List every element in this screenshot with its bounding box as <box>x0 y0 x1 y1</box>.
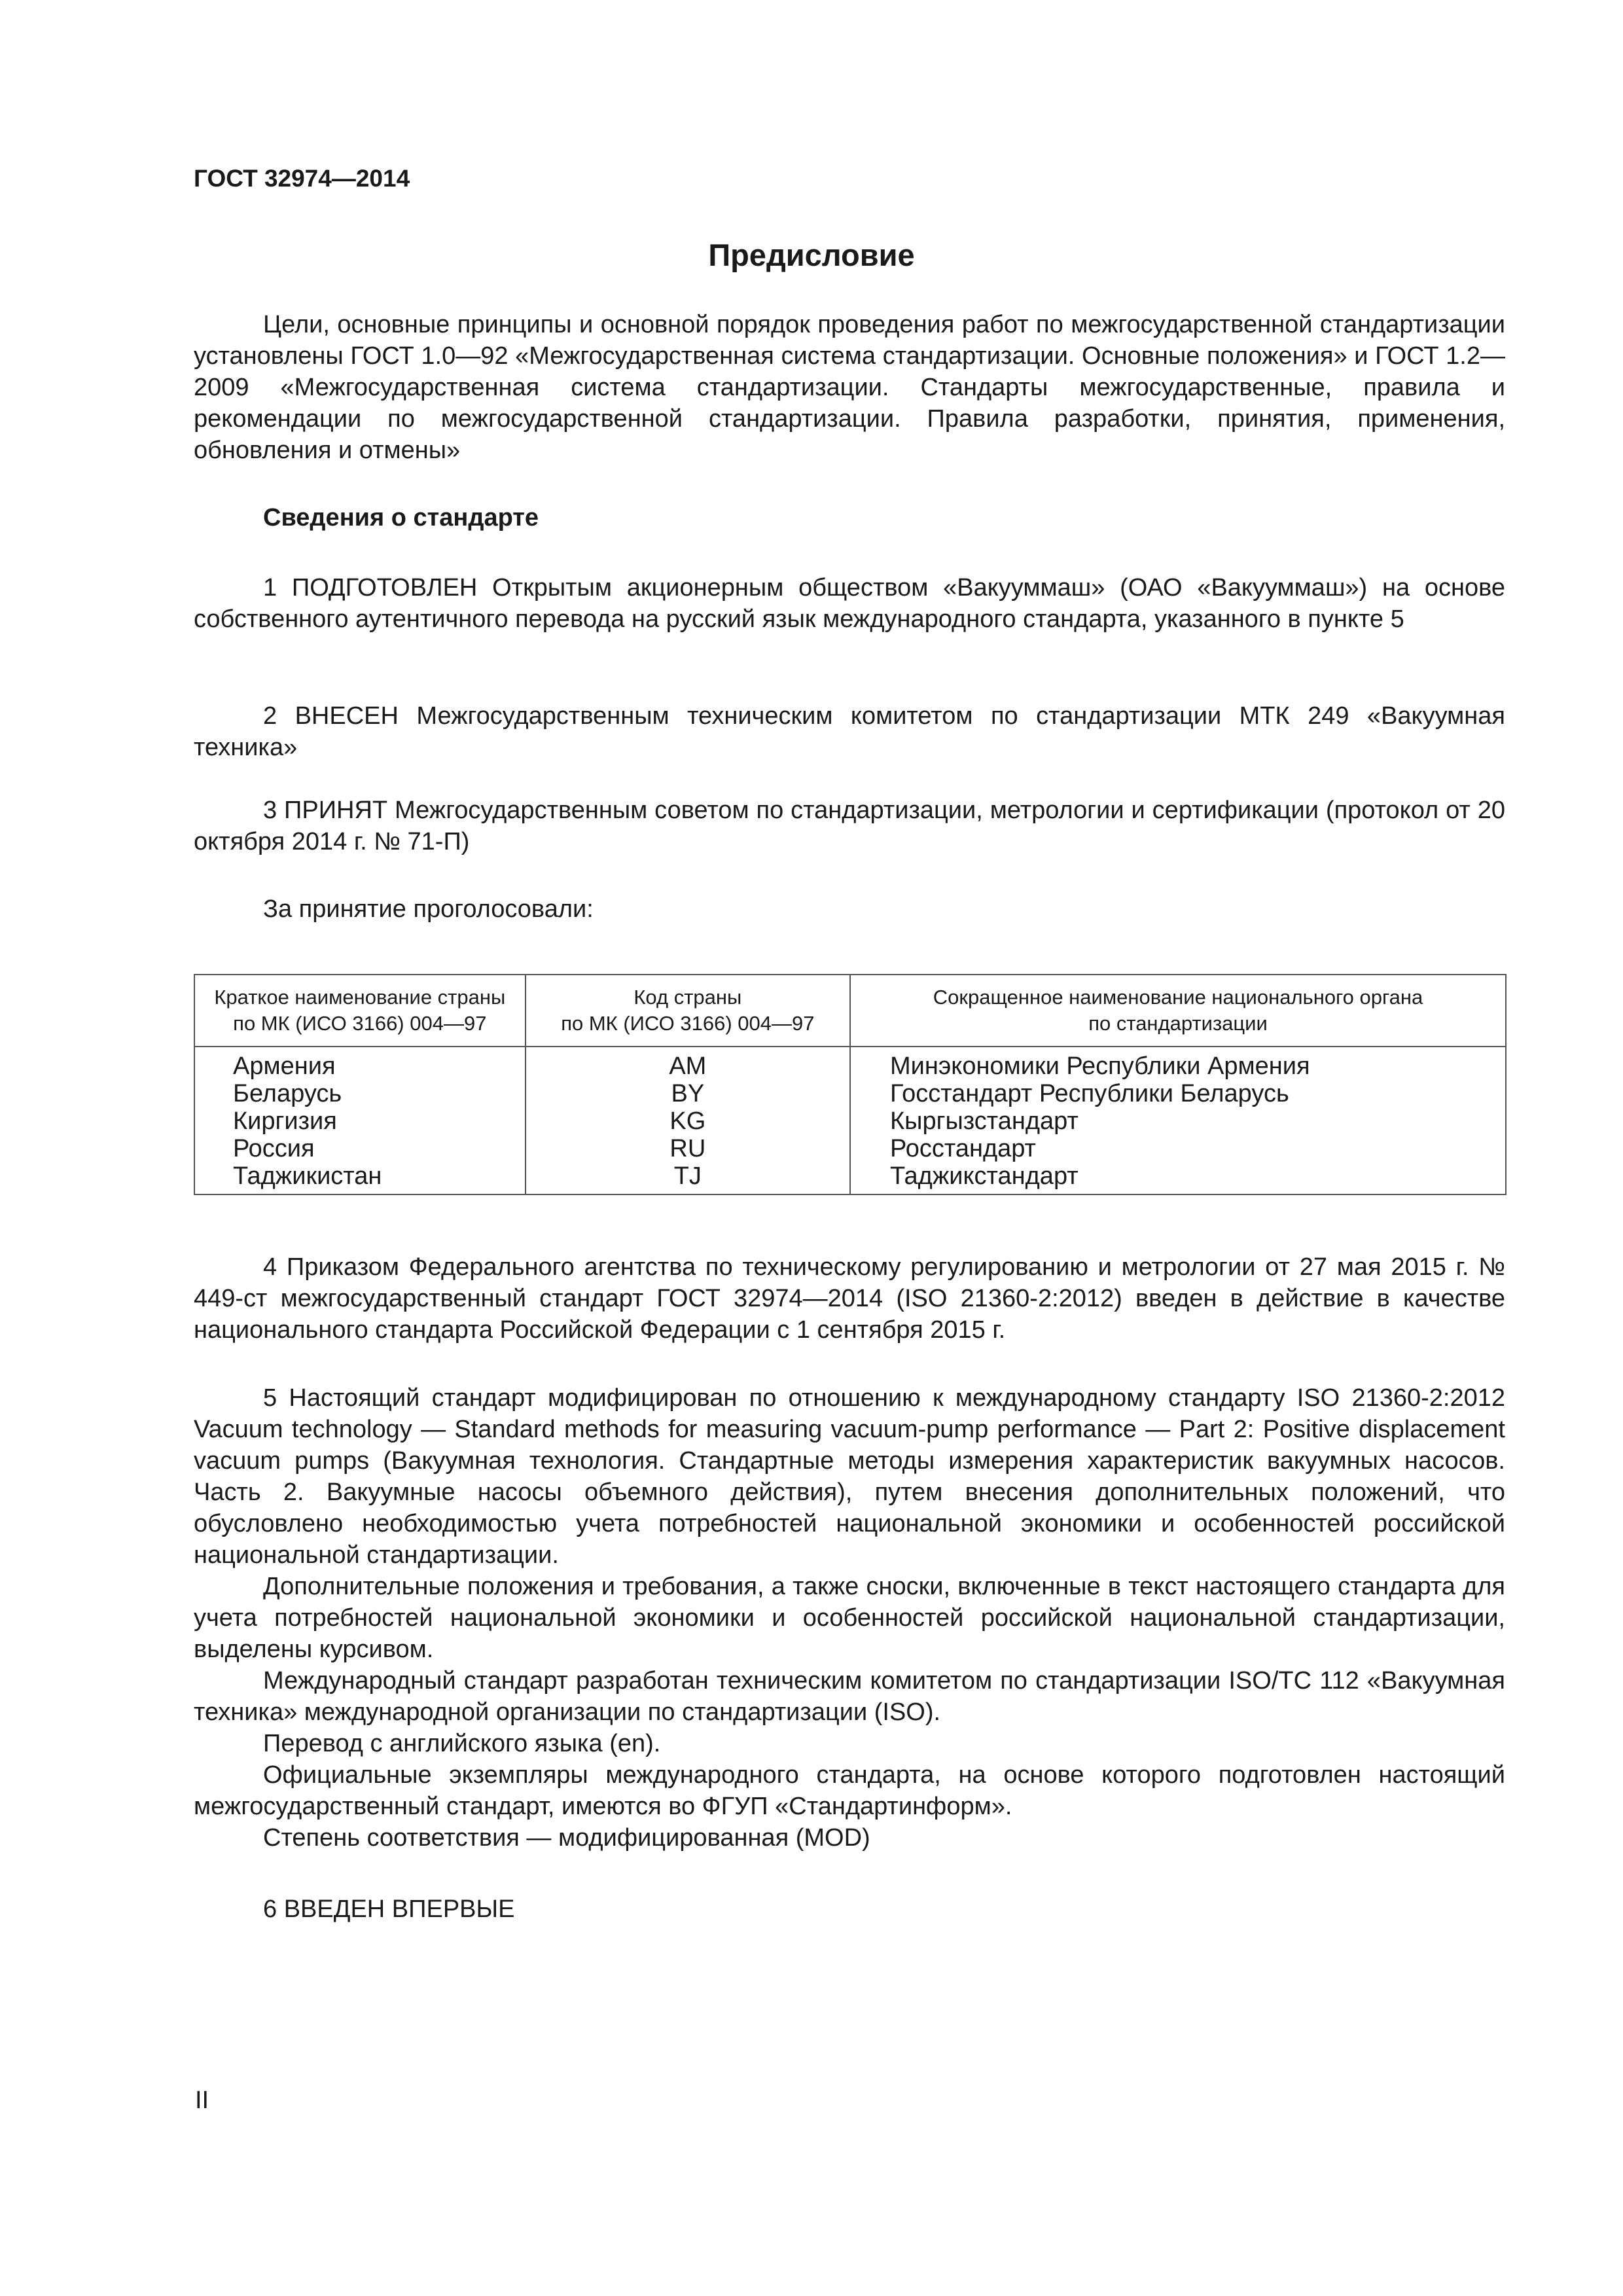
country-name: Беларусь <box>233 1080 342 1107</box>
country-code: TJ <box>673 1162 702 1190</box>
item-5-paragraph: 5 Настоящий стандарт модифицирован по отношению к международному стандарту ISO 21360-2:2012 Vacuum technology — Standard methods for measuring vacuum-pump performance — Part 2: Positive displacement vacuum pumps (Вакуумная технология. Стандартные методы измерения характеристик вакуумных насосов. Часть 2. Вакуумные насосы объемного действия), путем внесения дополнительных положений, что обусловлено необходимостью учета потребностей национальной экономики и особенностей российской национальной стандартизации. <box>194 1384 1505 1569</box>
item-1 <box>194 572 1505 635</box>
voted-label: За принятие проголосовали: <box>263 895 594 923</box>
country-codes-cell <box>526 1047 850 1194</box>
section-heading: Сведения о стандарте <box>263 504 539 531</box>
item-5-paragraph: Степень соответствия — модифицированная (MOD) <box>263 1824 870 1852</box>
page-title: Предисловие <box>708 238 915 272</box>
document-code-header: ГОСТ 32974—2014 <box>194 165 410 192</box>
national-body: Кыргызстандарт <box>890 1107 1079 1135</box>
item-5-paragraph: Официальные экземпляры международного стандарта, на основе которого подготовлен настоящий межгосударственный стандарт, имеются во ФГУП «Стандартинформ». <box>194 1761 1505 1820</box>
country-name: Россия <box>233 1135 315 1162</box>
national-body: Таджикстандарт <box>890 1162 1079 1190</box>
country-code: BY <box>671 1080 705 1107</box>
national-body: Госстандарт Республики Беларусь <box>890 1080 1289 1107</box>
table-header-row <box>194 975 1506 1047</box>
country-names-cell <box>194 1047 526 1194</box>
intro-section <box>194 309 1505 466</box>
header-country-name: Краткое наименование страны по МК (ИСО 3166) 004—97 <box>194 975 526 1047</box>
country-name: Таджикистан <box>233 1162 382 1190</box>
header-country-code: Код страны по МК (ИСО 3166) 004—97 <box>526 975 850 1047</box>
country-name: Армения <box>233 1052 336 1080</box>
national-bodies-cell <box>850 1047 1506 1194</box>
item-2-text: 2 ВНЕСЕН Межгосударственным техническим комитетом по стандартизации МТК 249 «Вакуумная техника» <box>194 702 1505 761</box>
national-body: Минэкономики Республики Армения <box>890 1052 1310 1080</box>
item-5 <box>194 1382 1505 1854</box>
item-1-text: 1 ПОДГОТОВЛЕН Открытым акционерным обществом «Вакууммаш» (ОАО «Вакууммаш») на основе собственного аутентичного перевода на русский язык международного стандарта, указанного в пункте 5 <box>194 574 1505 633</box>
item-4 <box>194 1251 1505 1346</box>
national-body: Росстандарт <box>890 1135 1036 1162</box>
country-code: AM <box>669 1052 707 1080</box>
item-3-text: 3 ПРИНЯТ Межгосударственным советом по стандартизации, метрологии и сертификации (протокол от 20 октября 2014 г. № 71-П) <box>194 797 1505 855</box>
item-5-paragraph: Дополнительные положения и требования, а также сноски, включенные в текст настоящего стандарта для учета потребностей национальной экономики и особенностей российской национальной стандартизации, выделены курсивом. <box>194 1573 1505 1663</box>
item-5-paragraph: Международный стандарт разработан техническим комитетом по стандартизации ISO/TC 112 «Вакуумная техника» международной организации по стандартизации (ISO). <box>194 1667 1505 1726</box>
country-code: RU <box>669 1135 706 1162</box>
item-4-text: 4 Приказом Федерального агентства по техническому регулированию и метрологии от 27 мая 2015 г. № 449-ст межгосударственный стандарт ГОСТ 32974—2014 (ISO 21360-2:2012) введен в действие в качестве национального стандарта Российской Федерации с 1 сентября 2015 г. <box>194 1253 1505 1344</box>
intro-paragraph: Цели, основные принципы и основной порядок проведения работ по межгосударственной стандартизации установлены ГОСТ 1.0—92 «Межгосударственная система стандартизации. Основные положения» и ГОСТ 1.2—2009 «Межгосударственная система стандартизации. Стандарты межгосударственные, правила и рекомендации по межгосударственной стандартизации. Правила разработки, принятия, применения, обновления и отмены» <box>194 311 1505 464</box>
voting-countries-table <box>194 974 1507 1195</box>
page-number: II <box>195 2087 209 2114</box>
item-5-paragraph: Перевод с английского языка (en). <box>263 1730 661 1757</box>
item-2 <box>194 700 1505 763</box>
country-name: Киргизия <box>233 1107 337 1135</box>
item-6: 6 ВВЕДЕН ВПЕРВЫЕ <box>263 1895 515 1923</box>
item-3 <box>194 795 1505 857</box>
header-national-body: Сокращенное наименование национального органа по стандартизации <box>850 975 1506 1047</box>
country-code: KG <box>669 1107 706 1135</box>
table-row <box>194 1047 1506 1194</box>
